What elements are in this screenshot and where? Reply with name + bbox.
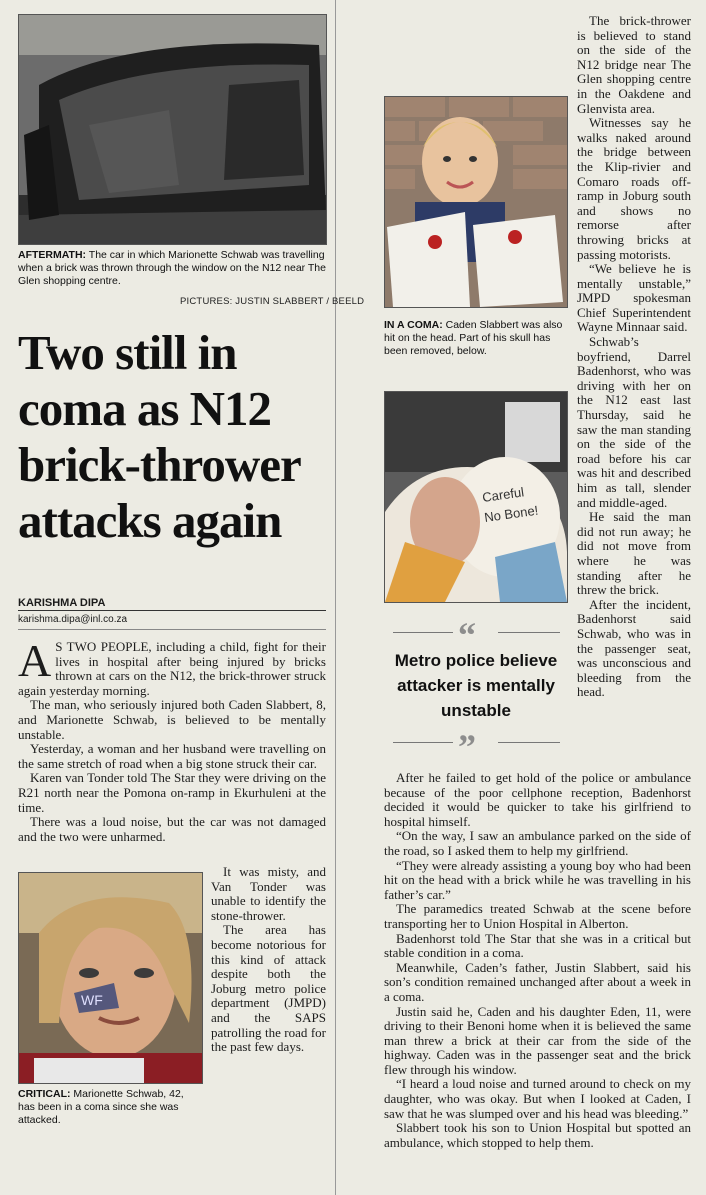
paragraph: There was a loud noise, but the car was not damaged and the two were unharmed. [18,814,326,844]
photo-credit: PICTURES: JUSTIN SLABBERT / BEELD [180,296,365,307]
pullquote-rule-top [393,632,453,633]
byline-rule-bottom [18,629,326,630]
paragraph: “On the way, I saw an ambulance parked on the side of the road, so I asked them to help my girlfriend. [384,828,691,858]
byline-name: KARISHMA DIPA [18,597,106,609]
hospital-photo [384,391,568,603]
column-divider [335,0,336,1195]
paragraph: Karen van Tonder told The Star they were driving on the R21 north near the Pomona on-ramp in Ekurhuleni at the time. [18,770,326,815]
paragraph: He said the man did not run away; he did not move from where he was standing after he threw the brick. [577,509,691,598]
paragraph: After he failed to get hold of the police or ambulance because of the poor cellphone reception, Badenhorst decided it would be quicker to take his girlfriend to hospital himself. [384,770,691,829]
paragraph: Schwab’s boyfriend, Darrel Badenhorst, who was driving with her on the N12 east last Thursday, said he saw the man standing on the side of the road before his car was hit and described him as tall, slender and middle-aged. [577,334,691,510]
article-body-bottom [384,771,691,1150]
byline-email: karishma.dipa@inl.co.za [18,614,128,625]
caden-photo-caption: IN A COMA: Caden Slabbert was also hit on the head. Part of his skull has been removed, below. [384,319,563,357]
bandage-text-2: No Bone! [483,502,540,525]
headline: Two still in coma as N12 brick-thrower attacks again [18,325,300,548]
paragraph: The man, who seriously injured both Caden Slabbert, 8, and Marionette Schwab, is believed to be mentally unstable. [18,697,326,742]
caden-photo [384,96,568,308]
paragraph: “They were already assisting a young boy who had been hit on the head with a brick while he was travelling in his father’s car.” [384,857,691,902]
paragraph: Witnesses say he walks naked around the bridge between the Klip-rivier and Comaro roads off-ramp in Joburg south and shows no remorse after throwing bricks at passing motorists. [577,115,691,262]
paragraph: Meanwhile, Caden’s father, Justin Slabbert, said his son’s condition remained unchanged after about a week in a coma. [384,959,691,1004]
paragraph: “I heard a loud noise and turned around to check on my daughter, who was okay. But when I looked at Caden, I saw that he was slumped over and his head was bleeding.” [384,1076,691,1121]
paragraph: Slabbert took his son to Union Hospital but spotted an ambulance, which stopped to help them. [384,1120,691,1150]
paragraph: Yesterday, a woman and her husband were travelling on the same stretch of road when a big stone struck their car. [18,741,326,771]
close-quote-icon: ” [458,727,476,767]
article-body-right [577,14,691,700]
car-photo [18,14,327,245]
paragraph: The area has become notorious for this kind of attack despite both the Joburg metro police department (JMPD) and the SAPS patrolling the road for the past few days. [211,922,326,1055]
pullquote-rule-bottom-right [498,742,560,743]
face-paint-text: WF [81,992,103,1008]
car-photo-caption: AFTERMATH: The car in which Marionette Schwab was travelling when a brick was thrown through the window on the N12 near The Glen shopping centre. [18,249,326,287]
marionette-photo [18,872,203,1084]
paragraph: Badenhorst told The Star that she was in a critical but stable condition in a coma. [384,930,691,961]
open-quote-icon: “ [458,615,476,655]
marionette-photo-caption: CRITICAL: Marionette Schwab, 42, has been in a coma since she was attacked. [18,1088,184,1126]
paragraph: It was misty, and Van Tonder was unable to identify the stone-thrower. [211,864,326,923]
article-body-left-narrow [211,865,326,1055]
article-body-left [18,635,326,844]
dropcap: A [18,635,52,686]
byline-rule [18,610,326,611]
paragraph: The paramedics treated Schwab at the scene before transporting her to Union Hospital in Alberton. [384,901,691,931]
lead-paragraph: S TWO PEOPLE, including a child, fight for their lives in hospital after being injured by bricks thrown at cars on the N12, the brick-thrower struck again yesterday morning. [18,639,326,698]
pullquote-rule-bottom [393,742,453,743]
pull-quote: Metro police believe attacker is mentally unstable [394,651,558,720]
paragraph: After the incident, Badenhorst said Schwab, who was in the passenger seat, was unconscious and bleeding from the head. [577,596,691,700]
bandage-text-1: Careful [481,484,525,505]
paragraph: Justin said he, Caden and his daughter Eden, 11, were driving to their Benoni home when it is believed the same man threw a brick at their car from the side of the highway. Caden was in the passenger seat and the brick flew through his window. [384,1003,691,1077]
paragraph: The brick-thrower is believed to stand on the side of the N12 bridge near The Glen shopping centre in the Oakdene and Glenvista area. [577,13,691,116]
paragraph: “We believe he is mentally unstable,” JMPD spokesman Chief Superintendent Wayne Minnaar said. [577,261,691,335]
pullquote-rule-top-right [498,632,560,633]
